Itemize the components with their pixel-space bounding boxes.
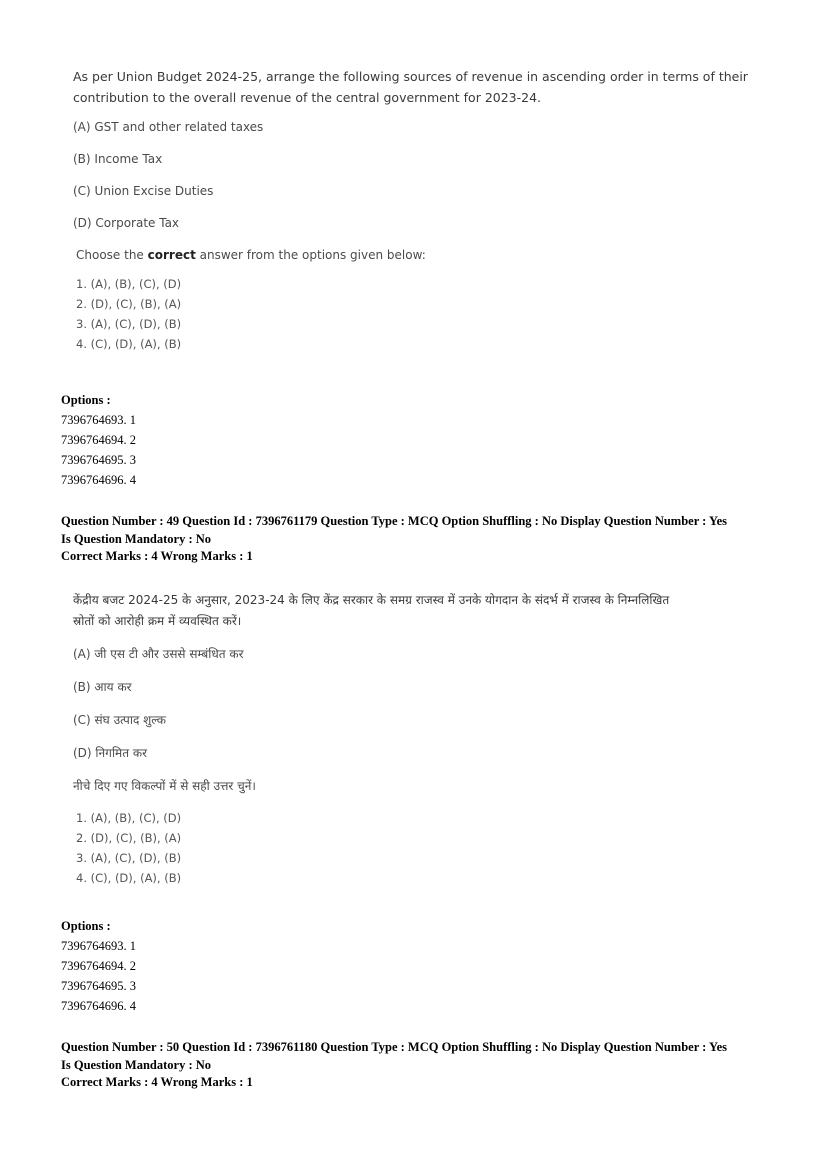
source-item-a: (A) जी एस टी और उससे सम्बंधित कर <box>73 647 244 661</box>
option-item: 7396764696. 4 <box>61 999 136 1013</box>
question-49-options <box>61 916 136 1016</box>
answer-choices <box>73 808 773 888</box>
question-49-meta <box>61 513 727 566</box>
option-item: 7396764693. 1 <box>61 413 136 427</box>
choose-instruction: Choose the correct answer from the options given below: <box>76 248 426 262</box>
answer-choice: 1. (A), (B), (C), (D) <box>76 811 182 825</box>
answer-choice: 2. (D), (C), (B), (A) <box>76 831 182 845</box>
question-stem-line: As per Union Budget 2024-25, arrange the following sources of revenue in ascending order in terms of their <box>73 69 748 84</box>
choose-instruction: नीचे दिए गए विकल्पों में से सही उत्तर चुनें। <box>73 779 256 793</box>
option-item: 7396764695. 3 <box>61 453 136 467</box>
question-marks-line: Correct Marks : 4 Wrong Marks : 1 <box>61 1075 253 1089</box>
question-mandatory-line: Is Question Mandatory : No <box>61 1057 212 1072</box>
answer-choices <box>73 274 773 354</box>
option-item: 7396764696. 4 <box>61 473 136 487</box>
question-stem-line: स्रोतों को आरोही क्रम में व्यवस्थित करें। <box>73 614 242 628</box>
question-stem-line: केंद्रीय बजट 2024-25 के अनुसार, 2023-24 के लिए केंद्र सरकार के समग्र राजस्व में उनके योगदान के संदर्भ में राजस्व के निम्नलिखित <box>73 593 670 607</box>
answer-choice: 3. (A), (C), (D), (B) <box>76 317 182 331</box>
option-item: 7396764694. 2 <box>61 959 136 973</box>
answer-choice: 4. (C), (D), (A), (B) <box>76 337 182 351</box>
answer-choice: 1. (A), (B), (C), (D) <box>76 277 182 291</box>
source-item-c: (C) संघ उत्पाद शुल्क <box>73 713 166 727</box>
question-meta-line: Question Number : 50 Question Id : 7396761180 Question Type : MCQ Option Shuffling : No Display Question Number : Yes <box>61 1040 728 1054</box>
source-item-d: (D) निगमित कर <box>73 746 148 760</box>
options-label: Options : <box>61 919 111 933</box>
question-49-hindi-block <box>73 590 773 888</box>
question-mandatory-line: Is Question Mandatory : No <box>61 531 212 546</box>
question-48-english-block <box>73 66 773 354</box>
answer-choice: 4. (C), (D), (A), (B) <box>76 871 182 885</box>
source-item-b: (B) Income Tax <box>73 152 163 166</box>
question-50-meta <box>61 1039 727 1092</box>
question-stem-line: contribution to the overall revenue of the central government for 2023-24. <box>73 90 542 105</box>
options-label: Options : <box>61 393 111 407</box>
source-item-d: (D) Corporate Tax <box>73 216 180 230</box>
source-item-a: (A) GST and other related taxes <box>73 120 264 134</box>
option-item: 7396764694. 2 <box>61 433 136 447</box>
question-marks-line: Correct Marks : 4 Wrong Marks : 1 <box>61 549 253 563</box>
source-item-c: (C) Union Excise Duties <box>73 184 214 198</box>
answer-choice: 3. (A), (C), (D), (B) <box>76 851 182 865</box>
answer-choice: 2. (D), (C), (B), (A) <box>76 297 182 311</box>
option-item: 7396764693. 1 <box>61 939 136 953</box>
question-48-options <box>61 390 136 490</box>
source-item-b: (B) आय कर <box>73 680 132 694</box>
option-item: 7396764695. 3 <box>61 979 136 993</box>
question-meta-line: Question Number : 49 Question Id : 7396761179 Question Type : MCQ Option Shuffling : No Display Question Number : Yes <box>61 514 728 528</box>
